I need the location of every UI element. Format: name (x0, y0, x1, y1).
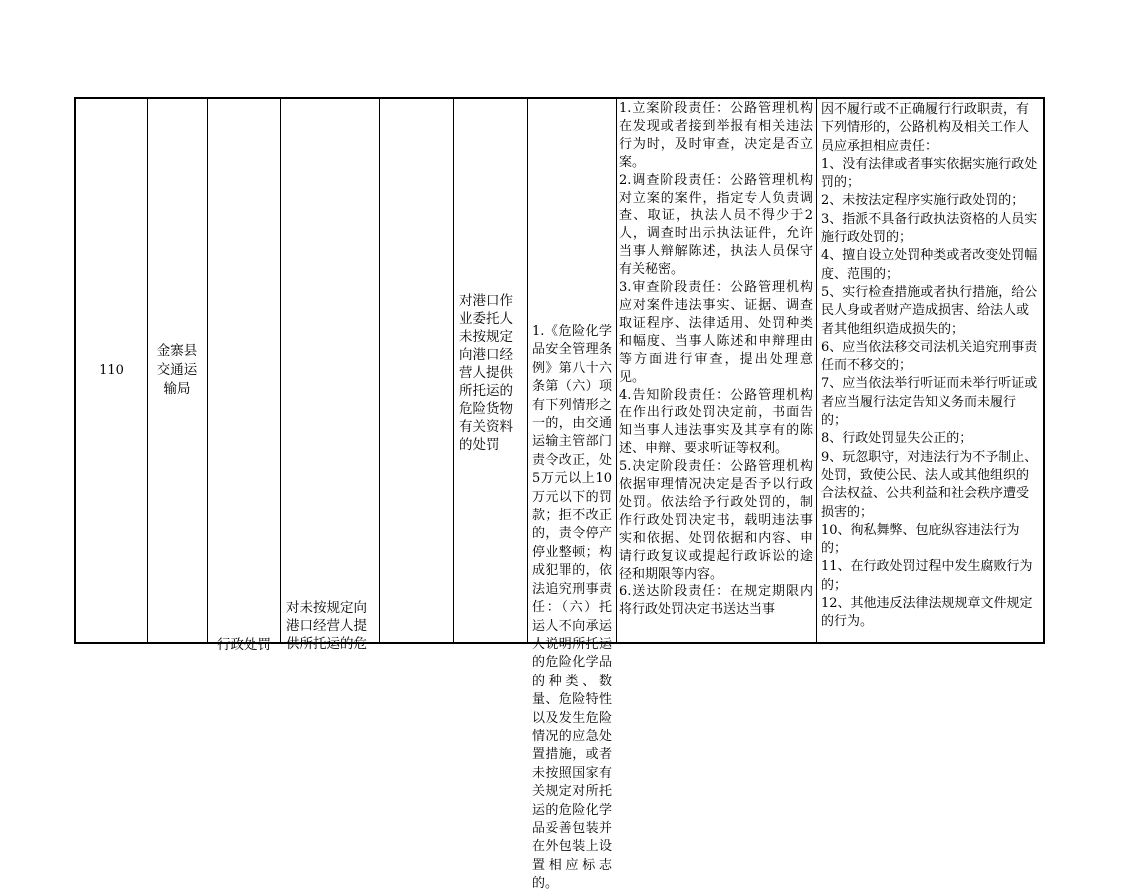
accountability-item: 10、徇私舞弊、包庇纵容违法行为的； (821, 522, 1020, 557)
item-name-cell (454, 99, 527, 642)
accountability-item: 2、未按法定程序实施行政处罚的； (821, 193, 1025, 209)
accountability-item: 8、行政处罚显失公正的； (821, 431, 973, 447)
next-item-text: 对未按规定向港口经营人提供所托运的危 (286, 600, 367, 652)
column-divider (147, 99, 148, 642)
accountability-item: 12、其他违反法律法规规章文件规定的行为。 (821, 596, 1033, 630)
duties-cell (617, 99, 816, 642)
duties-list (619, 100, 813, 619)
row-number-cell (76, 99, 147, 642)
category-text: 行政处罚 (217, 637, 271, 653)
accountability-item: 6、应当依法移交司法机关追究刑事责任而不移交的； (821, 339, 1038, 374)
accountability-item: 5、实行检查措施或者执行措施，给公民人身或者财产造成损害、给法人或者其他组织造成损失的； (821, 284, 1038, 337)
duty-item: 1.立案阶段责任：公路管理机构在发现或者接到举报有相关违法行为时，及时审查，决定是否立案。 (619, 101, 813, 170)
column-divider (379, 99, 380, 642)
accountability-cell (817, 99, 1045, 642)
accountability-item: 4、擅自设立处罚种类或者改变处罚幅度、范围的； (821, 248, 1038, 282)
accountability-item: 1、没有法律或者事实依据实施行政处罚的； (821, 156, 1038, 191)
basis-cell (527, 99, 616, 892)
item-name: 对港口作业委托人未按规定向港口经营人提供所托运的危险货物有关资料的处罚 (459, 293, 513, 453)
accountability-item: 11、在行政处罚过程中发生腐败行为的； (821, 559, 1033, 593)
duty-item: 2.调查阶段责任：公路管理机构对立案的案件，指定专人负责调查、取证，执法人员不得少于2人，调查时出示执法证件，允许当事人辩解陈述，执法人员保守有关秘密。 (619, 172, 813, 278)
accountability-list (821, 101, 1041, 632)
sub-item-cell (281, 99, 379, 652)
accountability-item: 3、指派不具备行政执法资格的人员实施行政处罚的； (821, 211, 1038, 246)
accountability-item: 9、玩忽职守，对违法行为不予制止、处罚，致使公民、法人或其他组织的合法权益、公共利益和社会秩序遭受损害的； (821, 449, 1038, 520)
legal-basis: 1.《危险化学品安全管理条例》第八十六条第（六）项有下列情形之一的，由交通运输主管部门责令改正，处5万元以上10万元以下的罚款；拒不改正的，责令停产停业整顿；构成犯罪的，依法追究刑事责任：（六）托运人不向承运人说明所托运的危险化学品的种类、数量、危险特性以及发生危险情况的应急处置措施，或者未按照国家有关规定对所托运的危险化学品妥善包装并在外包装上设置相应标志的。 (532, 324, 612, 892)
row-number: 110 (99, 363, 124, 378)
department-cell (151, 99, 203, 642)
category-cell (208, 99, 280, 653)
duty-item: 6.送达阶段责任：在规定期限内将行政处罚决定书送达当事 (619, 584, 813, 618)
duty-item: 3.审查阶段责任：公路管理机构应对案件违法事实、证据、调查取证程序、法律适用、处罚种类和幅度、当事人陈述和申辩理由等方面进行审查，提出处理意见。 (619, 280, 813, 385)
department-name: 金寨县交通运输局 (156, 343, 198, 397)
powers-table-row (74, 97, 1045, 892)
accountability-intro: 因不履行或不正确履行行政职责，有下列情形的，公路机构及相关工作人员应承担相应责任： (821, 102, 1030, 154)
duty-item: 4.告知阶段责任：公路管理机构在作出行政处罚决定前，书面告知当事人违法事实及其享有的陈述、申辩、要求听证等权利。 (619, 387, 813, 457)
accountability-item: 7、应当依法举行听证而未举行听证或者应当履行法定告知义务而未履行的； (821, 376, 1038, 429)
duty-item: 5.决定阶段责任：公路管理机构依据审理情况决定是否予以行政处罚。依法给予行政处罚的，制作行政处罚决定书，载明违法事实和依据、处罚依据和内容、申请行政复议或提起行政诉讼的途径和期限等内容。 (619, 459, 813, 582)
